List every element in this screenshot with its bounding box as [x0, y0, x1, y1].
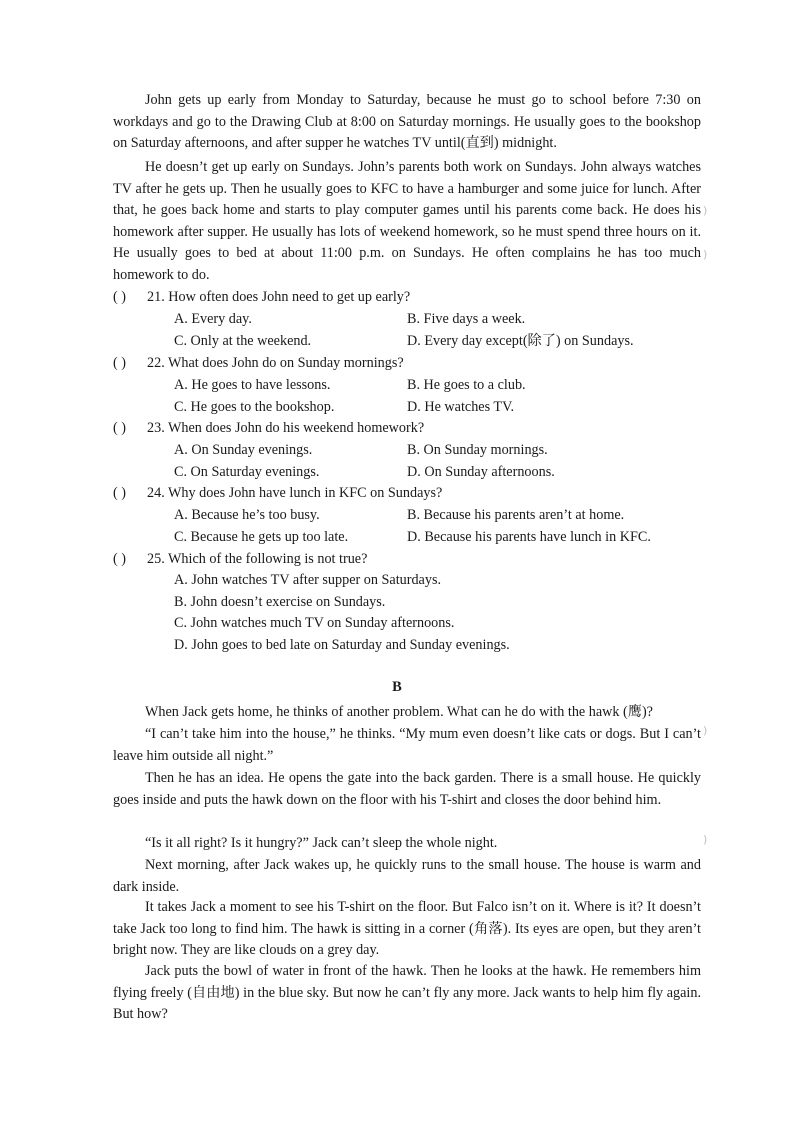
section-b-heading: B [392, 679, 402, 695]
option-c: C. John watches much TV on Sunday afternoons. [174, 615, 455, 631]
question-24 [113, 483, 713, 505]
answer-blank[interactable]: ( ) [113, 485, 126, 501]
answer-blank[interactable]: ( ) [113, 420, 126, 436]
option-d: D. On Sunday afternoons. [407, 464, 555, 480]
option-d: D. Every day except(除了) on Sundays. [407, 333, 634, 349]
option-b: B. On Sunday mornings. [407, 442, 548, 458]
passage-b-paragraph-5: Next morning, after Jack wakes up, he quickly runs to the small house. The house is warm and dark inside. [113, 857, 701, 895]
scan-mark: ) [703, 248, 708, 261]
option-d: D. John goes to bed late on Saturday and Sunday evenings. [174, 637, 510, 653]
scan-mark: ) [703, 724, 708, 737]
question-21 [113, 287, 713, 309]
option-c: C. Only at the weekend. [174, 333, 312, 349]
option-a: A. Every day. [174, 311, 252, 327]
question-stem: 23. When does John do his weekend homework? [147, 420, 425, 436]
scan-mark: ) [703, 833, 708, 846]
passage-a-paragraph-2: He doesn’t get up early on Sundays. John’s parents both work on Sundays. John always watches TV after he gets up. Then he usually goes to KFC to have a hamburger and some juice for lunch. After that, he goes back home and starts to play computer games until his parents come back. He does his homework after supper. He usually has lots of weekend homework, so he must spend three hours on it. He usually goes to bed at about 11:00 p.m. on Sundays. He often complains he has too much homework to do. [113, 159, 701, 283]
passage-b-paragraph-1: When Jack gets home, he thinks of another problem. What can he do with the hawk (鹰)? [145, 704, 653, 720]
passage-b-paragraph-3: Then he has an idea. He opens the gate into the back garden. There is a small house. He quickly goes inside and puts the hawk down on the floor with his T-shirt and closes the door behind him. [113, 770, 701, 808]
passage-b-paragraph-2: “I can’t take him into the house,” he thinks. “My mum even doesn’t like cats or dogs. But I can’t leave him outside all night.” [113, 726, 701, 764]
question-stem: 21. How often does John need to get up early? [147, 289, 411, 305]
question-stem: 24. Why does John have lunch in KFC on Sundays? [147, 485, 443, 501]
question-25 [113, 549, 713, 571]
option-b: B. Because his parents aren’t at home. [407, 507, 625, 523]
option-d: D. He watches TV. [407, 399, 515, 415]
question-stem: 25. Which of the following is not true? [147, 551, 368, 567]
option-a: A. He goes to have lessons. [174, 377, 331, 393]
passage-b-paragraph-7: Jack puts the bowl of water in front of the hawk. Then he looks at the hawk. He remembers him flying freely (自由地) in the blue sky. But now he can’t fly any more. Jack wants to help him fly again. But how? [113, 963, 701, 1023]
scan-mark: ) [703, 204, 708, 217]
option-b: B. He goes to a club. [407, 377, 526, 393]
option-d: D. Because his parents have lunch in KFC. [407, 529, 651, 545]
option-a: A. Because he’s too busy. [174, 507, 320, 523]
passage-b-paragraph-4: “Is it all right? Is it hungry?” Jack can’t sleep the whole night. [145, 835, 498, 851]
option-c: C. He goes to the bookshop. [174, 399, 335, 415]
passage-b-paragraph-6: It takes Jack a moment to see his T-shirt on the floor. But Falco isn’t on it. Where is it? It doesn’t take Jack too long to find him. The hawk is sitting in a corner (角落). Its eyes are open, but they aren’t bright now. They are like clouds on a grey day. [113, 899, 701, 959]
answer-blank[interactable]: ( ) [113, 289, 126, 305]
question-stem: 22. What does John do on Sunday mornings? [147, 355, 404, 371]
option-b: B. Five days a week. [407, 311, 526, 327]
option-a: A. On Sunday evenings. [174, 442, 313, 458]
option-c: C. Because he gets up too late. [174, 529, 349, 545]
question-22 [113, 353, 713, 375]
option-a: A. John watches TV after supper on Saturdays. [174, 572, 442, 588]
answer-blank[interactable]: ( ) [113, 551, 126, 567]
option-c: C. On Saturday evenings. [174, 464, 320, 480]
passage-a-paragraph-1: John gets up early from Monday to Saturday, because he must go to school before 7:30 on workdays and go to the Drawing Club at 8:00 on Saturday mornings. He usually goes to the bookshop on Saturday afternoons, and after supper he watches TV until(直到) midnight. [113, 92, 701, 152]
answer-blank[interactable]: ( ) [113, 355, 126, 371]
question-23 [113, 418, 713, 440]
option-b: B. John doesn’t exercise on Sundays. [174, 594, 386, 610]
